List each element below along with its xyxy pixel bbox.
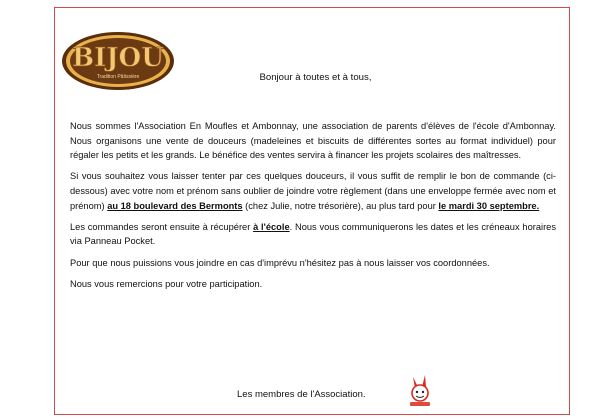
logo-brand: BIJOU <box>72 43 164 73</box>
paragraph-thanks: Nous vous remercions pour votre participation. <box>70 278 263 289</box>
paragraph-pickup <box>70 220 556 249</box>
association-mascot-icon <box>405 373 435 409</box>
deadline-highlight: le mardi 30 septembre. <box>438 200 540 211</box>
order-text-a: Si vous souhaitez vous laisser tenter par ces quelques douceurs, il vous suffit de remplir le bon de commande (ci-dessous) avec votre nom et prénom sans oublier de joindre votre règlement (dans une enveloppe fermée avec nom et prénom) <box>70 171 556 211</box>
pickup-text-a: Les commandes seront ensuite à récupérer <box>70 221 254 232</box>
letter-signature: Les membres de l'Association. <box>237 389 366 400</box>
paragraph-order-instructions <box>70 169 556 213</box>
logo-tagline: Tradition Pâtissière <box>96 74 140 80</box>
paragraph-contact: Pour que nous puissions vous joindre en cas d'imprévu n'hésitez pas à nous laisser vos coordonnées. <box>70 257 490 268</box>
pickup-place-highlight: à l'école <box>253 221 290 232</box>
address-highlight: au 18 boulevard des Bermonts <box>107 200 243 211</box>
letter-greeting: Bonjour à toutes et à tous, <box>259 72 372 83</box>
order-text-b: (chez Julie, notre trésorière), au plus tard pour <box>242 200 439 211</box>
letter-body <box>70 119 556 298</box>
pickup-text-b: . Nous vous communiquerons les dates et les créneaux horaires via Panneau Pocket. <box>70 221 556 247</box>
paragraph-presentation: Nous sommes l'Association En Moufles et Ambonnay, une association de parents d'élèves de l'école d'Ambonnay. Nous organisons une vente de douceurs (madeleines et biscuits de différentes sortes au format individuel) pour régaler les petits et les grands. Le bénéfice des ventes servira à financer les projets scolaires des maîtresses. <box>70 121 556 161</box>
